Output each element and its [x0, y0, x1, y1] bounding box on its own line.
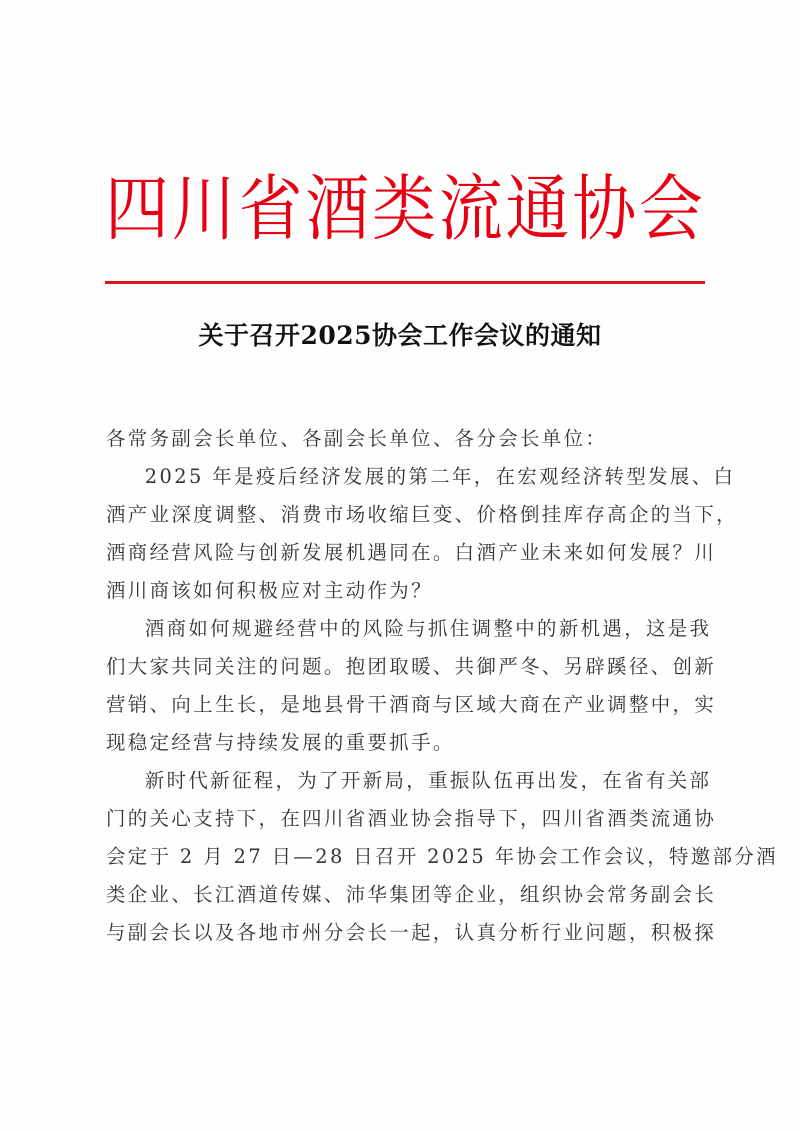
- masthead-char: 四: [105, 168, 169, 252]
- paragraph-1-line: 酒商经营风险与创新发展机遇同在。白酒产业未来如何发展？川: [106, 541, 717, 564]
- paragraph-2-line: 营销、向上生长，是地县骨干酒商与区域大商在产业调整中，实: [106, 693, 717, 716]
- paragraph-3-line: 会定于 2 月 27 日—28 日召开 2025 年协会工作会议，特邀部分酒: [106, 845, 778, 868]
- masthead-title: [104, 165, 704, 255]
- notice-title: 关于召开2025协会工作会议的通知: [198, 321, 602, 350]
- paragraph-3-line: 新时代新征程，为了开新局，重振队伍再出发，在省有关部: [144, 769, 712, 792]
- paragraph-1-line: 酒川商该如何积极应对主动作为？: [106, 579, 433, 602]
- paragraph-2-line: 酒商如何规避经营中的风险与抓住调整中的新机遇，这是我: [144, 617, 712, 640]
- masthead-char: 川: [171, 168, 236, 252]
- masthead-char: 酒: [305, 168, 370, 252]
- masthead-char: 省: [238, 168, 303, 252]
- masthead-char: 协: [572, 168, 637, 252]
- masthead-char: 通: [505, 168, 570, 252]
- red-divider-rule: [105, 281, 705, 284]
- paragraph-1-line: 2025 年是疫后经济发展的第二年，在宏观经济转型发展、白: [144, 465, 736, 488]
- paragraph-3-line: 类企业、长江酒道传媒、沛华集团等企业，组织协会常务副会长: [106, 883, 717, 906]
- masthead-char: 流: [438, 168, 503, 252]
- masthead-char: 会: [639, 168, 703, 252]
- masthead-char: 类: [372, 168, 436, 252]
- paragraph-2-line: 现稳定经营与持续发展的重要抓手。: [106, 731, 455, 754]
- paragraph-3-line: 门的关心支持下，在四川省酒业协会指导下，四川省酒类流通协: [106, 807, 717, 830]
- paragraph-1-line: 酒产业深度调整、消费市场收缩巨变、价格倒挂库存高企的当下，: [106, 503, 738, 526]
- notice-body: [106, 420, 778, 952]
- salutation: 各常务副会长单位、各副会长单位、各分会长单位：: [106, 427, 608, 450]
- paragraph-3-line: 与副会长以及各地市州分会长一起，认真分析行业问题，积极探: [106, 921, 717, 944]
- paragraph-2-line: 们大家共同关注的问题。抱团取暖、共御严冬、另辟蹊径、创新: [106, 655, 717, 678]
